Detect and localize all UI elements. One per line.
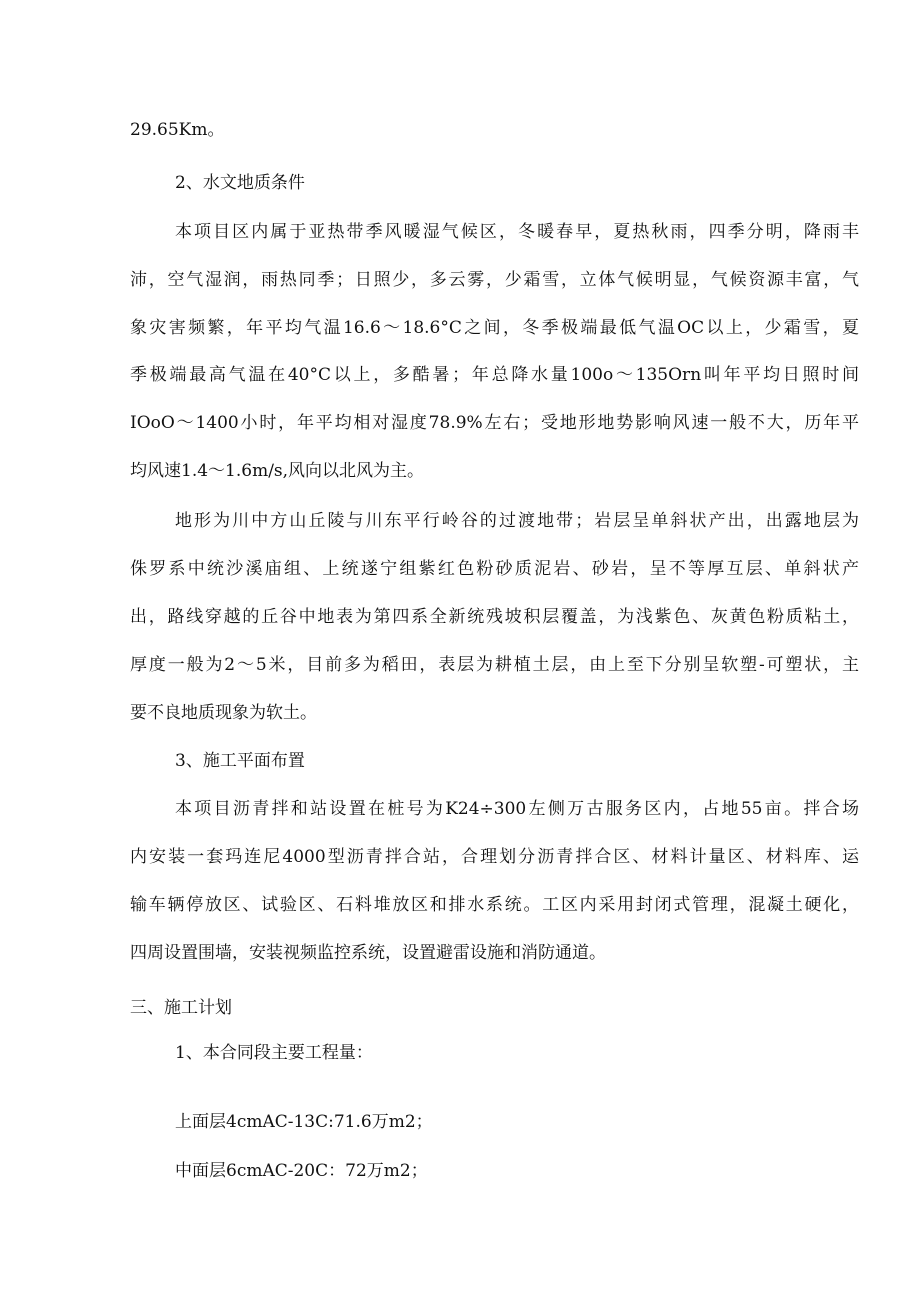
paragraph-layout-line-1: 本项目沥青拌和站设置在桩号为K24÷300左侧万古服务区内，占地55亩。拌合场 [175, 799, 859, 819]
paragraph-climate-line-4: 季极端最高气温在40°C以上，多酷暑；年总降水量100o～135Orn叫年平均日照时间 [130, 365, 859, 385]
paragraph-layout-line-2: 内安装一套玛连尼4000型沥青拌合站，合理划分沥青拌合区、材料计量区、材料库、运 [130, 847, 859, 867]
paragraph-layout-line-4: 四周设置围墙，安装视频监控系统，设置避雷设施和消防通道。 [130, 943, 606, 963]
paragraph-climate-line-5: IOoO～1400小时，年平均相对湿度78.9%左右；受地形地势影响风速一般不大，历年平 [130, 413, 859, 433]
quantity-upper-layer: 上面层4cmAC-13C:71.6万m2； [175, 1112, 433, 1132]
section-heading-site-layout: 3、施工平面布置 [175, 751, 305, 771]
paragraph-terrain-line-5: 要不良地质现象为软土。 [130, 703, 317, 723]
paragraph-terrain-line-4: 厚度一般为2～5米，目前多为稻田，表层为耕植土层，由上至下分别呈软塑-可塑状，主 [130, 655, 859, 675]
subsection-heading-quantities: 1、本合同段主要工程量： [175, 1043, 373, 1063]
text-line-continuation: 29.65Km。 [130, 120, 225, 140]
paragraph-layout-line-3: 输车辆停放区、试验区、石料堆放区和排水系统。工区内采用封闭式管理，混凝土硬化， [130, 895, 859, 915]
section-heading-hydrogeology: 2、水文地质条件 [175, 173, 305, 193]
paragraph-terrain-line-3: 出，路线穿越的丘谷中地表为第四系全新统残坡积层覆盖，为浅紫色、灰黄色粉质粘土， [130, 607, 859, 627]
paragraph-terrain-line-2: 侏罗系中统沙溪庙组、上统遂宁组紫红色粉砂质泥岩、砂岩，呈不等厚互层、单斜状产 [130, 559, 859, 579]
chapter-heading-construction-plan: 三、施工计划 [130, 998, 232, 1018]
paragraph-climate-line-1: 本项目区内属于亚热带季风暖湿气候区，冬暖春早，夏热秋雨，四季分明，降雨丰 [175, 222, 859, 242]
quantity-middle-layer: 中面层6cmAC-20C：72万m2； [175, 1161, 428, 1181]
paragraph-climate-line-2: 沛，空气湿润，雨热同季；日照少，多云雾，少霜雪，立体气候明显，气候资源丰富，气 [130, 270, 859, 290]
paragraph-terrain-line-1: 地形为川中方山丘陵与川东平行岭谷的过渡地带；岩层呈单斜状产出，出露地层为 [175, 511, 859, 531]
paragraph-climate-line-3: 象灾害频繁，年平均气温16.6～18.6°C之间，冬季极端最低气温OC以上，少霜雪，夏 [130, 318, 859, 338]
paragraph-climate-line-6: 均风速1.4～1.6m∕s,风向以北风为主。 [130, 461, 425, 481]
